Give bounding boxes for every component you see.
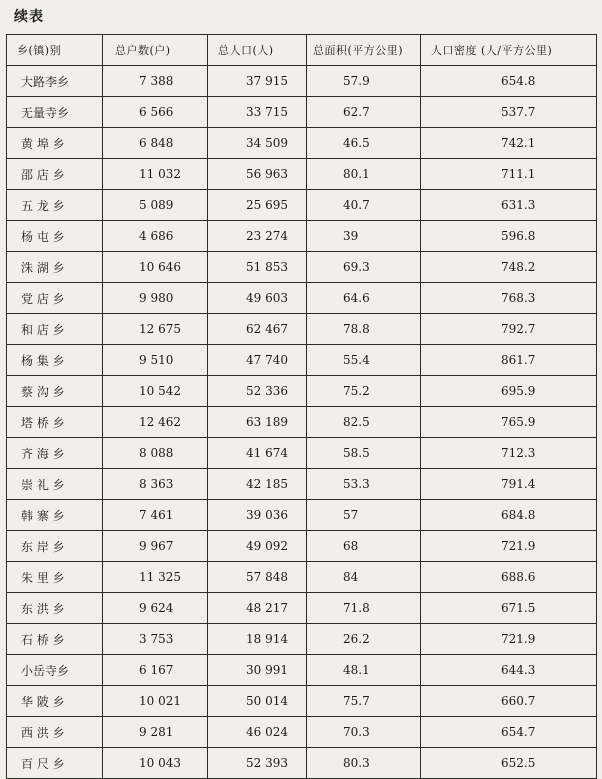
area-cell: 58.5 xyxy=(307,438,421,469)
households-cell: 9 510 xyxy=(103,345,208,376)
table-row xyxy=(7,66,597,97)
households-cell: 3 753 xyxy=(103,624,208,655)
area-cell: 57 xyxy=(307,500,421,531)
table-row xyxy=(7,438,597,469)
population-cell: 47 740 xyxy=(208,345,307,376)
column-header-households: 总户数(户) xyxy=(103,35,208,66)
township-cell: 崇 礼 乡 xyxy=(7,469,103,500)
households-cell: 8 363 xyxy=(103,469,208,500)
population-cell: 49 603 xyxy=(208,283,307,314)
population-cell: 23 274 xyxy=(208,221,307,252)
data-table xyxy=(6,34,597,779)
density-cell: 671.5 xyxy=(421,593,597,624)
table-row xyxy=(7,345,597,376)
area-cell: 62.7 xyxy=(307,97,421,128)
table-row xyxy=(7,469,597,500)
column-header-area: 总面积(平方公里) xyxy=(307,35,421,66)
township-cell: 大路李乡 xyxy=(7,66,103,97)
households-cell: 8 088 xyxy=(103,438,208,469)
township-cell: 小岳寺乡 xyxy=(7,655,103,686)
density-cell: 695.9 xyxy=(421,376,597,407)
table-row xyxy=(7,655,597,686)
population-cell: 63 189 xyxy=(208,407,307,438)
population-cell: 42 185 xyxy=(208,469,307,500)
table-row xyxy=(7,407,597,438)
table-row xyxy=(7,624,597,655)
area-cell: 53.3 xyxy=(307,469,421,500)
density-cell: 721.9 xyxy=(421,624,597,655)
population-cell: 52 336 xyxy=(208,376,307,407)
density-cell: 684.8 xyxy=(421,500,597,531)
table-row xyxy=(7,748,597,779)
population-cell: 46 024 xyxy=(208,717,307,748)
table-row xyxy=(7,221,597,252)
households-cell: 5 089 xyxy=(103,190,208,221)
households-cell: 12 675 xyxy=(103,314,208,345)
table-row xyxy=(7,252,597,283)
area-cell: 39 xyxy=(307,221,421,252)
area-cell: 46.5 xyxy=(307,128,421,159)
households-cell: 6 566 xyxy=(103,97,208,128)
township-cell: 百 尺 乡 xyxy=(7,748,103,779)
population-cell: 51 853 xyxy=(208,252,307,283)
table-row xyxy=(7,314,597,345)
density-cell: 652.5 xyxy=(421,748,597,779)
township-cell: 齐 海 乡 xyxy=(7,438,103,469)
density-cell: 861.7 xyxy=(421,345,597,376)
table-row xyxy=(7,717,597,748)
density-cell: 748.2 xyxy=(421,252,597,283)
population-cell: 50 014 xyxy=(208,686,307,717)
population-cell: 18 914 xyxy=(208,624,307,655)
households-cell: 4 686 xyxy=(103,221,208,252)
population-cell: 33 715 xyxy=(208,97,307,128)
density-cell: 768.3 xyxy=(421,283,597,314)
area-cell: 55.4 xyxy=(307,345,421,376)
density-cell: 791.4 xyxy=(421,469,597,500)
density-cell: 721.9 xyxy=(421,531,597,562)
density-cell: 688.6 xyxy=(421,562,597,593)
table-row xyxy=(7,562,597,593)
density-cell: 711.1 xyxy=(421,159,597,190)
density-cell: 765.9 xyxy=(421,407,597,438)
table-row xyxy=(7,97,597,128)
township-cell: 杨 屯 乡 xyxy=(7,221,103,252)
table-row xyxy=(7,190,597,221)
density-cell: 654.8 xyxy=(421,66,597,97)
column-header-population: 总人口(人) xyxy=(208,35,307,66)
table-row xyxy=(7,531,597,562)
township-cell: 蔡 沟 乡 xyxy=(7,376,103,407)
households-cell: 7 388 xyxy=(103,66,208,97)
area-cell: 68 xyxy=(307,531,421,562)
township-cell: 无量寺乡 xyxy=(7,97,103,128)
township-cell: 东 岸 乡 xyxy=(7,531,103,562)
table-row xyxy=(7,159,597,190)
table-row xyxy=(7,500,597,531)
population-cell: 49 092 xyxy=(208,531,307,562)
households-cell: 10 542 xyxy=(103,376,208,407)
density-cell: 792.7 xyxy=(421,314,597,345)
area-cell: 75.2 xyxy=(307,376,421,407)
density-cell: 660.7 xyxy=(421,686,597,717)
population-cell: 57 848 xyxy=(208,562,307,593)
population-cell: 56 963 xyxy=(208,159,307,190)
households-cell: 7 461 xyxy=(103,500,208,531)
table-row xyxy=(7,686,597,717)
township-cell: 塔 桥 乡 xyxy=(7,407,103,438)
households-cell: 9 980 xyxy=(103,283,208,314)
density-cell: 654.7 xyxy=(421,717,597,748)
area-cell: 71.8 xyxy=(307,593,421,624)
households-cell: 6 167 xyxy=(103,655,208,686)
density-cell: 644.3 xyxy=(421,655,597,686)
township-cell: 朱 里 乡 xyxy=(7,562,103,593)
column-header-density: 人口密度 (人/平方公里) xyxy=(421,35,597,66)
area-cell: 82.5 xyxy=(307,407,421,438)
households-cell: 10 043 xyxy=(103,748,208,779)
population-cell: 52 393 xyxy=(208,748,307,779)
households-cell: 10 646 xyxy=(103,252,208,283)
area-cell: 57.9 xyxy=(307,66,421,97)
population-cell: 48 217 xyxy=(208,593,307,624)
area-cell: 78.8 xyxy=(307,314,421,345)
township-cell: 党 店 乡 xyxy=(7,283,103,314)
area-cell: 48.1 xyxy=(307,655,421,686)
households-cell: 11 325 xyxy=(103,562,208,593)
area-cell: 80.1 xyxy=(307,159,421,190)
population-cell: 30 991 xyxy=(208,655,307,686)
table-row xyxy=(7,283,597,314)
township-cell: 华 陂 乡 xyxy=(7,686,103,717)
area-cell: 40.7 xyxy=(307,190,421,221)
area-cell: 80.3 xyxy=(307,748,421,779)
table-header-row xyxy=(7,35,597,66)
population-cell: 34 509 xyxy=(208,128,307,159)
households-cell: 9 967 xyxy=(103,531,208,562)
density-cell: 712.3 xyxy=(421,438,597,469)
township-cell: 西 洪 乡 xyxy=(7,717,103,748)
population-cell: 62 467 xyxy=(208,314,307,345)
households-cell: 6 848 xyxy=(103,128,208,159)
column-header-township: 乡(镇)别 xyxy=(7,35,103,66)
township-cell: 杨 集 乡 xyxy=(7,345,103,376)
population-cell: 41 674 xyxy=(208,438,307,469)
township-cell: 五 龙 乡 xyxy=(7,190,103,221)
township-cell: 和 店 乡 xyxy=(7,314,103,345)
table-row xyxy=(7,593,597,624)
households-cell: 9 624 xyxy=(103,593,208,624)
area-cell: 70.3 xyxy=(307,717,421,748)
density-cell: 596.8 xyxy=(421,221,597,252)
township-cell: 邵 店 乡 xyxy=(7,159,103,190)
households-cell: 11 032 xyxy=(103,159,208,190)
township-cell: 韩 寨 乡 xyxy=(7,500,103,531)
township-cell: 东 洪 乡 xyxy=(7,593,103,624)
population-cell: 37 915 xyxy=(208,66,307,97)
households-cell: 9 281 xyxy=(103,717,208,748)
table-row xyxy=(7,128,597,159)
table-body xyxy=(7,66,597,779)
table-row xyxy=(7,376,597,407)
population-cell: 25 695 xyxy=(208,190,307,221)
area-cell: 69.3 xyxy=(307,252,421,283)
township-cell: 洙 湖 乡 xyxy=(7,252,103,283)
page-title: 续表 xyxy=(14,9,44,25)
area-cell: 64.6 xyxy=(307,283,421,314)
density-cell: 742.1 xyxy=(421,128,597,159)
households-cell: 12 462 xyxy=(103,407,208,438)
area-cell: 75.7 xyxy=(307,686,421,717)
population-cell: 39 036 xyxy=(208,500,307,531)
township-cell: 石 桥 乡 xyxy=(7,624,103,655)
households-cell: 10 021 xyxy=(103,686,208,717)
area-cell: 84 xyxy=(307,562,421,593)
area-cell: 26.2 xyxy=(307,624,421,655)
township-cell: 黄 埠 乡 xyxy=(7,128,103,159)
density-cell: 631.3 xyxy=(421,190,597,221)
density-cell: 537.7 xyxy=(421,97,597,128)
